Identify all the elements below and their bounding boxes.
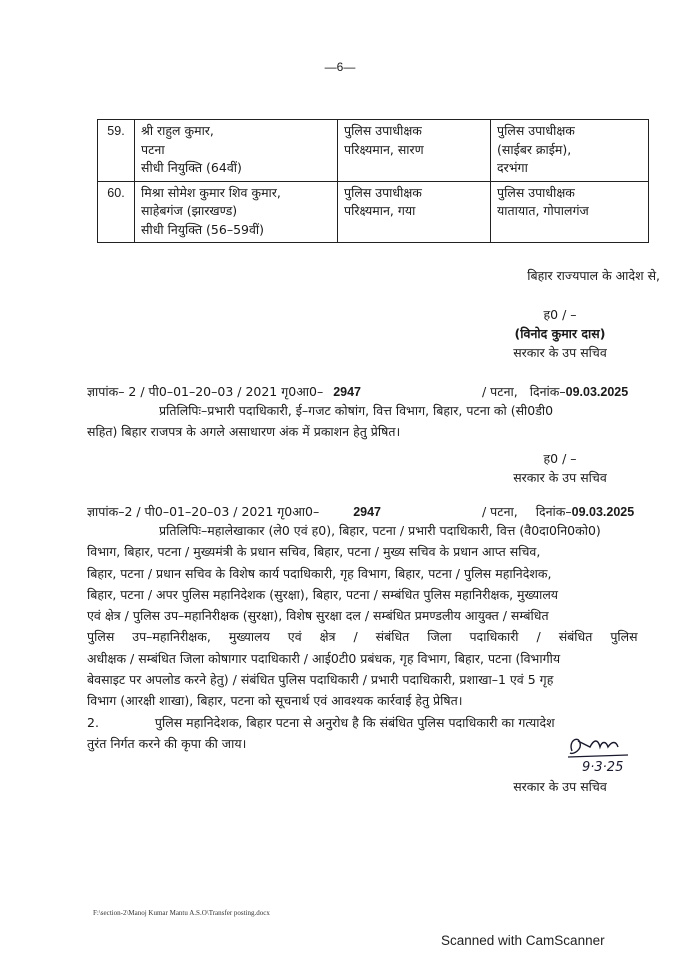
copy-text-line: विभाग (आरक्षी शाखा), बिहार, पटना को सूचनार्थ एवं आवश्यक कार्रवाई हेतु प्रेषित। (87, 693, 463, 709)
signatory-name: (विनोद कुमार दास) (514, 326, 606, 341)
memo-1-copy-text (87, 400, 653, 443)
copy-text-line: बिहार, पटना / प्रधान सचिव के विशेष कार्य पदाधिकारी, गृह विभाग, बिहार, पटना / पुलिस महानिदेशक, (87, 565, 552, 581)
signed-mark: ह0 / – (543, 451, 577, 466)
memo-ref-number: 2947 (333, 385, 361, 399)
copy-text-line: बिहार, पटना / अपर पुलिस महानिदेशक (सुरक्षा), बिहार, पटना / सम्बंधित पुलिस महानिरीक्षक, मुख्यालय (87, 586, 559, 602)
signatory-designation: सरकार के उप सचिव (513, 779, 607, 794)
officer-hometown: पटना (141, 141, 165, 157)
officer-name-cell (135, 120, 338, 182)
signed-mark: ह0 / – (543, 307, 577, 322)
paragraph-number: 2. (87, 714, 99, 730)
camscanner-watermark: Scanned with CamScanner (441, 933, 605, 948)
copy-text-line: विभाग, बिहार, पटना / मुख्यमंत्री के प्रधान सचिव, बिहार, पटना / मुख्य सचिव के प्रधान आप्त सचिव, (87, 544, 541, 560)
copy-text-line: सहित) बिहार राजपत्र के अगले असाधारण अंक में प्रकाशन हेतु प्रेषित। (87, 424, 401, 440)
memo-date: 09.03.2025 (571, 505, 635, 519)
current-post: पुलिस उपाधीक्षक (344, 184, 422, 200)
new-place: यातायात, गोपालगंज (497, 203, 589, 218)
memo-2-reference (87, 503, 653, 520)
paragraph-text: तुरंत निर्गत करने की कृपा की जाय। (87, 735, 247, 751)
signature-block-1 (470, 305, 650, 362)
copy-text-line: प्रतिलिपिः–प्रभारी पदाधिकारी, ई–गजट कोषांग, वित्त विभाग, बिहार, पटना को (सी0डी0 (159, 403, 554, 418)
serial-number: 59. (98, 120, 135, 182)
table-row (98, 120, 649, 182)
officer-name-cell (135, 181, 338, 243)
memo-2-copy-text (87, 520, 653, 754)
signature-block-3 (480, 778, 640, 795)
copy-text-line: बेवसाइट पर अपलोड करने हेतु) / संबंधित पुलिस पदाधिकारी / प्रभारी पदाधिकारी, प्रशाखा–1 एवं 5 गृह (87, 672, 554, 688)
signature-block-2 (480, 449, 640, 487)
handwritten-signature (560, 733, 650, 778)
memo-date-label: दिनांक– (529, 384, 566, 399)
serial-number: 60. (98, 181, 135, 243)
copy-text-line: पुलिस उप–महानिरीक्षक, मुख्यालय एवं क्षेत्र / संबंधित जिला पदाधिकारी / संबंधित पुलिस (87, 629, 638, 645)
new-unit: (साईबर क्राईम), (497, 141, 572, 157)
paragraph-text: पुलिस महानिदेशक, बिहार पटना से अनुरोध है कि संबंधित पुलिस पदाधिकारी का गत्यादेश (154, 714, 555, 730)
new-posting-cell (491, 120, 649, 182)
officer-hometown: साहेबगंज (झारखण्ड) (141, 203, 238, 218)
memo-place: / पटना, (482, 384, 518, 399)
officer-name: श्री राहुल कुमार, (141, 123, 214, 138)
copy-text-line: अधीक्षक / सम्बंधित जिला कोषागार पदाधिकारी / आई0टी0 प्रबंधक, गृह विभाग, बिहार, पटना (विभागीय (87, 650, 561, 666)
handwritten-date: 9·3·25 (582, 760, 624, 775)
table-row (98, 181, 649, 243)
officer-batch: सीधी नियुक्ति (64वीं) (141, 160, 242, 175)
current-posting-cell (338, 120, 491, 182)
postings-table (97, 119, 649, 243)
officer-name: मिश्रा सोमेश कुमार शिव कुमार, (141, 184, 281, 200)
file-path-footer: F:\section-2\Manoj Kumar Mantu A.S.O\Transfer posting.docx (93, 909, 270, 917)
new-post: पुलिस उपाधीक्षक (497, 123, 575, 138)
governor-order-line: बिहार राज्यपाल के आदेश से, (527, 268, 660, 283)
copy-text-line: एवं क्षेत्र / पुलिस उप–महानिरीक्षक (सुरक्षा), विशेष सुरक्षा दल / सम्बंधित प्रमण्डलीय आयुक्त / सम्बंधित (87, 608, 549, 624)
memo-date: 09.03.2025 (565, 385, 629, 399)
officer-batch: सीधी नियुक्ति (56–59वीं) (141, 221, 265, 237)
signatory-designation: सरकार के उप सचिव (513, 345, 607, 360)
page-number: —6— (324, 60, 356, 74)
memo-place: / पटना, (482, 504, 518, 519)
memo-ref-number: 2947 (353, 505, 382, 519)
memo-ref-prefix: ज्ञापांक– 2 / पी0–01–20–03 / 2021 गृ0आ0– (87, 384, 324, 399)
current-place: परिक्ष्यमान, सारण (344, 141, 424, 157)
current-posting-cell (338, 181, 491, 243)
signatory-designation: सरकार के उप सचिव (513, 470, 607, 485)
paragraph-2 (87, 712, 653, 733)
current-post: पुलिस उपाधीक्षक (344, 123, 422, 138)
new-place: दरभंगा (497, 160, 528, 175)
memo-ref-prefix: ज्ञापांक–2 / पी0–01–20–03 / 2021 गृ0आ0– (87, 504, 320, 519)
memo-date-label: दिनांक– (535, 504, 572, 519)
new-posting-cell (491, 181, 649, 243)
memo-1-reference (87, 383, 653, 400)
copy-text-line: प्रतिलिपिः–महालेखाकार (ले0 एवं ह0), बिहार, पटना / प्रभारी पदाधिकारी, वित्त (वै0दा0नि0को0) (159, 523, 601, 538)
new-post: पुलिस उपाधीक्षक (497, 184, 575, 200)
current-place: परिक्ष्यमान, गया (344, 203, 416, 218)
